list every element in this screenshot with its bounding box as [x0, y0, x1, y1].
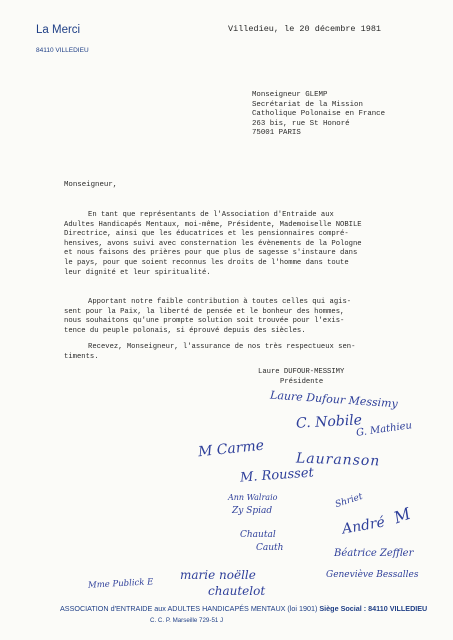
recipient-line: Secrétariat de la Mission — [252, 100, 363, 109]
paragraph-line: nous souhaitons qu'une prompte solution soit trouvée pour l'exis- — [64, 317, 345, 326]
paragraph-line: hensives, avons suivi avec consternation les évènements de la Pologne — [64, 239, 362, 248]
signature: M. Rousset — [239, 465, 315, 486]
paragraph-line: tence du peuple polonais, si éprouvé depuis des siècles. — [64, 326, 306, 335]
paragraph-line: Apportant notre faible contribution à toutes celles qui agis- — [88, 298, 352, 306]
signature: Zy Spiad — [232, 506, 273, 516]
paragraph-line: Recevez, Monseigneur, l'assurance de nos très respectueux sen- — [88, 343, 356, 351]
paragraph-line: le pays, pour que soient reconnus les droits de l'homme dans toute — [64, 258, 349, 267]
signoff-block — [225, 367, 344, 387]
signature: Ann Walraio — [228, 493, 278, 502]
signoff-title: Présidente — [280, 378, 324, 386]
paragraph-2 — [64, 298, 436, 336]
signature: Shriet — [334, 491, 364, 511]
paragraph-line: leur dignité et leur spiritualité. — [64, 268, 211, 277]
signature: Chautal — [240, 530, 276, 540]
footer-association: ASSOCIATION d'ENTRAIDE aux ADULTES HANDICAPÉS MENTAUX (loi 1901) — [60, 604, 318, 613]
signature: Mme Publick E — [87, 577, 154, 591]
signature: M — [391, 503, 414, 528]
footer-line — [60, 604, 427, 613]
paragraph-line: et nous faisons des prières pour que plus de sagesse s'instaure dans — [64, 249, 358, 258]
salutation: Monseigneur, — [64, 181, 118, 189]
signature: Béatrice Zeffler — [334, 548, 414, 559]
paragraph-line: Directrice, ainsi que les éducatrices et les pensionnaires compré- — [64, 230, 349, 239]
recipient-line: Monseigneur GLEMP — [252, 91, 328, 99]
signoff-name: Laure DUFOUR-MESSIMY — [258, 368, 345, 376]
signature: chautelot — [208, 584, 266, 598]
recipient-line: 75001 PARIS — [252, 129, 301, 138]
recipient-block — [252, 91, 385, 139]
paragraph-line: Adultes Handicapés Mentaux, moi-même, Présidente, Mademoiselle NOBILE — [64, 220, 362, 229]
paragraph-line: En tant que représentants de l'Association d'Entraide aux — [88, 211, 334, 219]
letterhead-name: La Merci — [36, 24, 81, 36]
footer-seat: Siège Social : 84110 VILLEDIEU — [319, 604, 428, 613]
signature: André — [340, 514, 387, 538]
signature: Geneviève Bessalles — [326, 570, 419, 580]
signature: C. Nobile — [295, 412, 363, 432]
recipient-line: Catholique Polonaise en France — [252, 110, 386, 119]
signature: marie noëlle — [180, 568, 256, 582]
signature: Laure Dufour Messimy — [269, 388, 399, 411]
letterhead-address: 84110 VILLEDIEU — [36, 47, 89, 54]
signature: Lauranson — [295, 450, 381, 470]
paragraph-line: timents. — [64, 352, 99, 361]
paragraph-line: sent pour la Paix, la liberté de pensée et le bonheur des hommes, — [64, 307, 345, 316]
signature: M Carme — [197, 437, 265, 461]
paragraph-1 — [64, 211, 436, 278]
letter-date: Villedieu, le 20 décembre 1981 — [228, 24, 382, 34]
paragraph-3 — [64, 343, 436, 362]
footer-ccp: C. C. P. Marseille 729-51 J — [150, 617, 224, 624]
recipient-line: 263 bis, rue St Honoré — [252, 119, 350, 128]
signature: Cauth — [256, 543, 284, 553]
signature: G. Mathieu — [355, 420, 413, 439]
